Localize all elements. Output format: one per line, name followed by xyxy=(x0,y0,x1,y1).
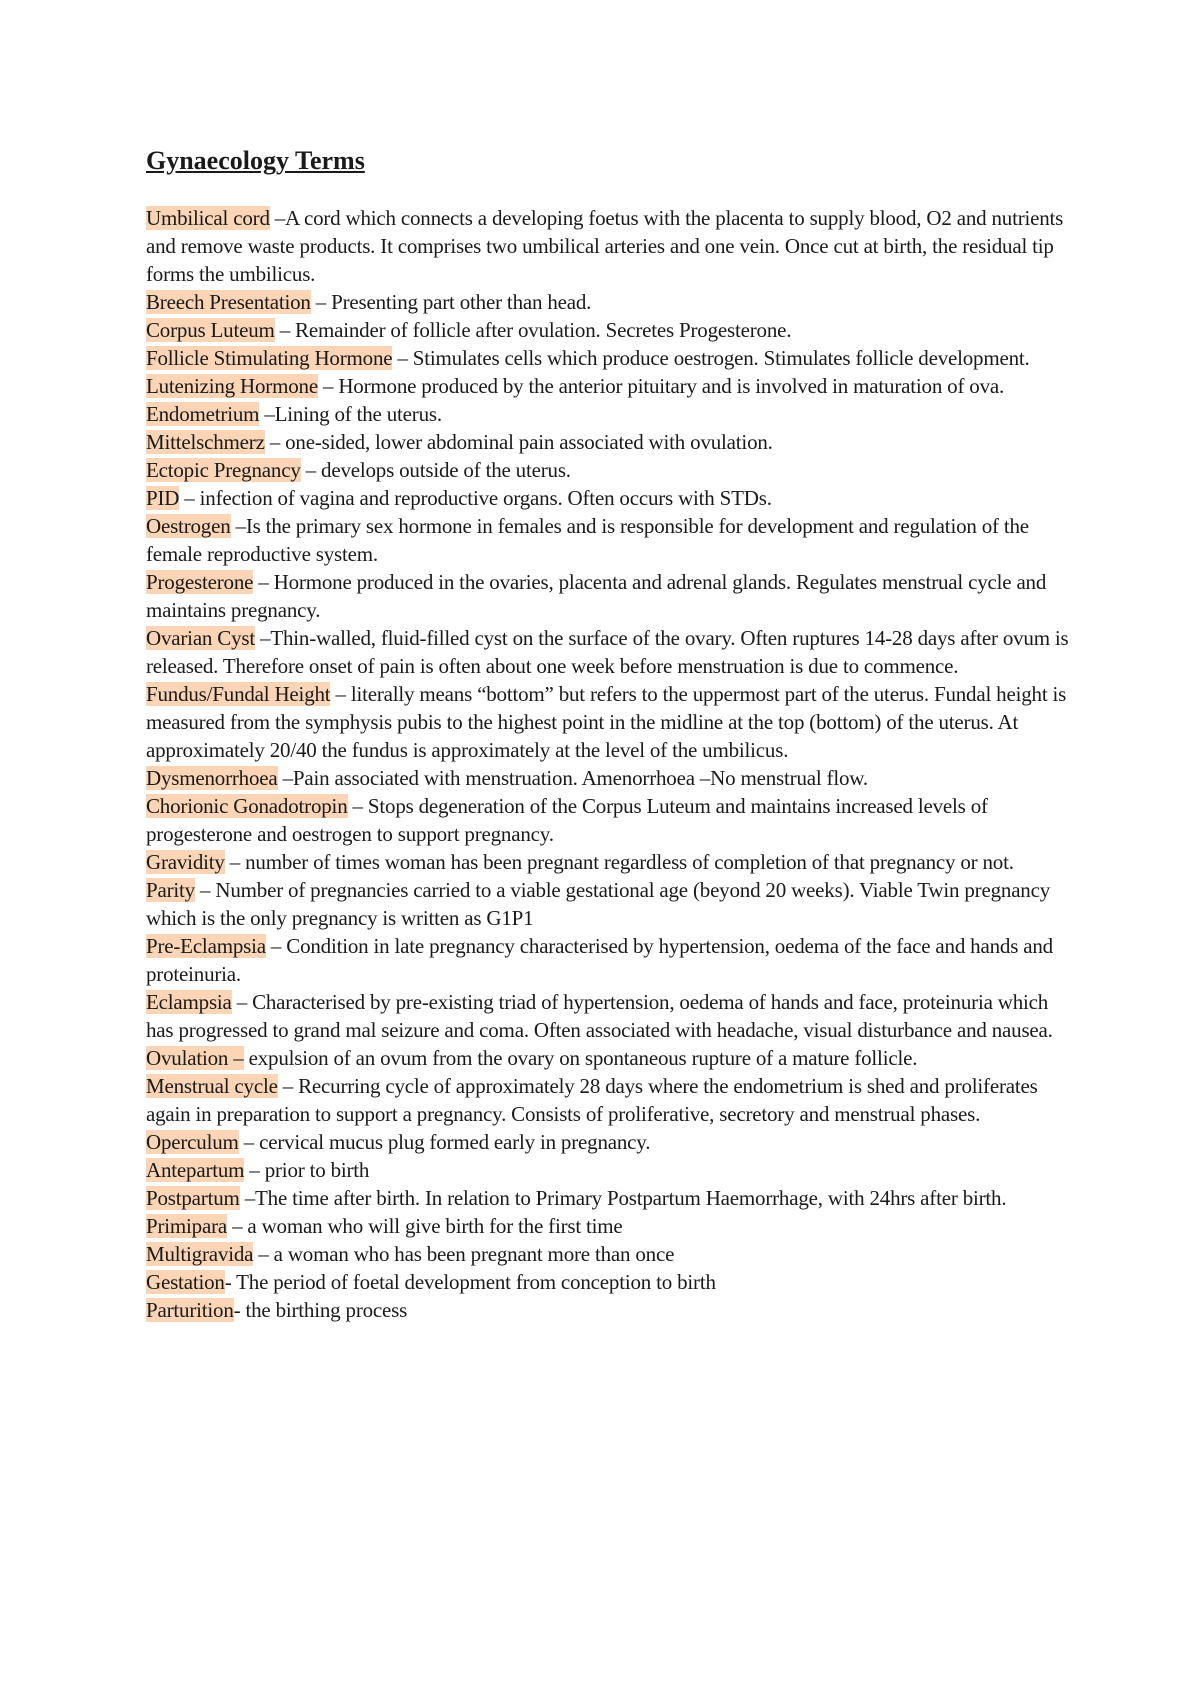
glossary-term: Umbilical cord xyxy=(146,206,270,230)
glossary-entry xyxy=(146,344,1076,372)
glossary-definition: –The time after birth. In relation to Primary Postpartum Haemorrhage, with 24hrs after birth. xyxy=(239,1186,1007,1210)
glossary-term: Progesterone xyxy=(146,570,254,594)
glossary-definition: - The period of foetal development from conception to birth xyxy=(224,1270,716,1294)
glossary-term: Ectopic Pregnancy xyxy=(146,458,301,482)
glossary-definition: – literally means “bottom” but refers to the uppermost part of the uterus. Fundal height is measured from the symphysis pubis to the highest point in the midline at the top (bottom) of the uterus. At approximately 20/40 the fundus is approximately at the level of the umbilicus. xyxy=(146,682,1067,762)
glossary-entry xyxy=(146,1240,1076,1268)
glossary-entry xyxy=(146,1128,1076,1156)
glossary-term: Multigravida xyxy=(146,1242,254,1266)
glossary-term: Ovulation – xyxy=(146,1046,244,1070)
glossary-term: Gestation xyxy=(146,1270,225,1294)
glossary-definition: – Stimulates cells which produce oestrogen. Stimulates follicle development. xyxy=(392,346,1030,370)
glossary-term: Mittelschmerz xyxy=(146,430,265,454)
glossary-term: Gravidity xyxy=(146,850,225,874)
glossary-definition: – prior to birth xyxy=(244,1158,370,1182)
document-page xyxy=(146,142,1076,1324)
glossary-definition: – Remainder of follicle after ovulation. Secretes Progesterone. xyxy=(274,318,792,342)
glossary-definition: expulsion of an ovum from the ovary on spontaneous rupture of a mature follicle. xyxy=(243,1046,918,1070)
page-title: Gynaecology Terms xyxy=(146,146,365,175)
glossary-term: Oestrogen xyxy=(146,514,231,538)
glossary-term: Parity xyxy=(146,878,195,902)
glossary-definition: –Lining of the uterus. xyxy=(259,402,442,426)
glossary-definition: – develops outside of the uterus. xyxy=(300,458,571,482)
glossary-term: Postpartum xyxy=(146,1186,240,1210)
glossary-definition: – Stops degeneration of the Corpus Luteum and maintains increased levels of progesterone and oestrogen to support pregnancy. xyxy=(146,794,988,846)
glossary-term: Endometrium xyxy=(146,402,260,426)
glossary-term: Corpus Luteum xyxy=(146,318,275,342)
glossary-definition: – one-sided, lower abdominal pain associated with ovulation. xyxy=(264,430,773,454)
glossary-term: Follicle Stimulating Hormone xyxy=(146,346,393,370)
glossary-term: Chorionic Gonadotropin xyxy=(146,794,348,818)
glossary-definition: – Number of pregnancies carried to a viable gestational age (beyond 20 weeks). Viable Twin pregnancy which is the only pregnancy is written as G1P1 xyxy=(146,878,1051,930)
glossary-entry xyxy=(146,1184,1076,1212)
glossary-entry xyxy=(146,400,1076,428)
glossary-definition: –Is the primary sex hormone in females and is responsible for development and regulation of the female reproductive system. xyxy=(146,514,1029,566)
glossary-term: Operculum xyxy=(146,1130,239,1154)
glossary-definition: –Pain associated with menstruation. Amenorrhoea –No menstrual flow. xyxy=(277,766,868,790)
glossary-entry xyxy=(146,1296,1076,1324)
glossary-entry xyxy=(146,876,1076,932)
glossary-entry xyxy=(146,848,1076,876)
glossary-term: Eclampsia xyxy=(146,990,232,1014)
glossary-term: Ovarian Cyst xyxy=(146,626,255,650)
glossary-term: Pre-Eclampsia xyxy=(146,934,266,958)
glossary-definition: – Recurring cycle of approximately 28 days where the endometrium is shed and proliferates again in preparation to support a pregnancy. Consists of proliferative, secretory and menstrual phases. xyxy=(146,1074,1038,1126)
glossary-term: Menstrual cycle xyxy=(146,1074,278,1098)
glossary-term: Primipara xyxy=(146,1214,228,1238)
glossary-entry xyxy=(146,484,1076,512)
glossary-entry xyxy=(146,764,1076,792)
glossary-term: PID xyxy=(146,486,180,510)
glossary-definition: –Thin-walled, fluid-filled cyst on the surface of the ovary. Often ruptures 14-28 days after ovum is released. Therefore onset of pain is often about one week before menstruation is due to commence. xyxy=(146,626,1069,678)
glossary-definition: – Hormone produced by the anterior pituitary and is involved in maturation of ova. xyxy=(317,374,1005,398)
glossary-definition: – a woman who has been pregnant more than once xyxy=(253,1242,675,1266)
glossary-term: Fundus/Fundal Height xyxy=(146,682,331,706)
terms-list xyxy=(146,204,1076,1324)
glossary-definition: –A cord which connects a developing foetus with the placenta to supply blood, O2 and nutrients and remove waste products. It comprises two umbilical arteries and one vein. Once cut at birth, the residual tip forms the umbilicus. xyxy=(146,206,1064,286)
glossary-entry xyxy=(146,680,1076,764)
glossary-definition: – cervical mucus plug formed early in pregnancy. xyxy=(238,1130,651,1154)
glossary-entry xyxy=(146,932,1076,988)
glossary-entry xyxy=(146,792,1076,848)
glossary-definition: - the birthing process xyxy=(233,1298,408,1322)
glossary-entry xyxy=(146,428,1076,456)
glossary-definition: – Presenting part other than head. xyxy=(310,290,592,314)
glossary-term: Antepartum xyxy=(146,1158,245,1182)
glossary-definition: – a woman who will give birth for the first time xyxy=(227,1214,623,1238)
glossary-definition: – Condition in late pregnancy characterised by hypertension, oedema of the face and hands and proteinuria. xyxy=(146,934,1053,986)
glossary-definition: – Characterised by pre-existing triad of hypertension, oedema of hands and face, proteinuria which has progressed to grand mal seizure and coma. Often associated with headache, visual disturbance and nausea. xyxy=(146,990,1053,1042)
glossary-entry xyxy=(146,1044,1076,1072)
glossary-entry xyxy=(146,1268,1076,1296)
glossary-entry xyxy=(146,288,1076,316)
glossary-term: Breech Presentation xyxy=(146,290,311,314)
glossary-entry xyxy=(146,988,1076,1044)
glossary-entry xyxy=(146,1212,1076,1240)
glossary-entry xyxy=(146,456,1076,484)
glossary-entry xyxy=(146,316,1076,344)
glossary-entry xyxy=(146,1156,1076,1184)
glossary-definition: – number of times woman has been pregnant regardless of completion of that pregnancy or not. xyxy=(224,850,1014,874)
glossary-definition: – infection of vagina and reproductive organs. Often occurs with STDs. xyxy=(179,486,772,510)
glossary-term: Dysmenorrhoea xyxy=(146,766,278,790)
glossary-term: Parturition xyxy=(146,1298,234,1322)
glossary-entry xyxy=(146,1072,1076,1128)
glossary-term: Lutenizing Hormone xyxy=(146,374,318,398)
glossary-entry xyxy=(146,624,1076,680)
glossary-entry xyxy=(146,568,1076,624)
glossary-entry xyxy=(146,512,1076,568)
glossary-entry xyxy=(146,204,1076,288)
glossary-entry xyxy=(146,372,1076,400)
glossary-definition: – Hormone produced in the ovaries, placenta and adrenal glands. Regulates menstrual cycle and maintains pregnancy. xyxy=(146,570,1047,622)
